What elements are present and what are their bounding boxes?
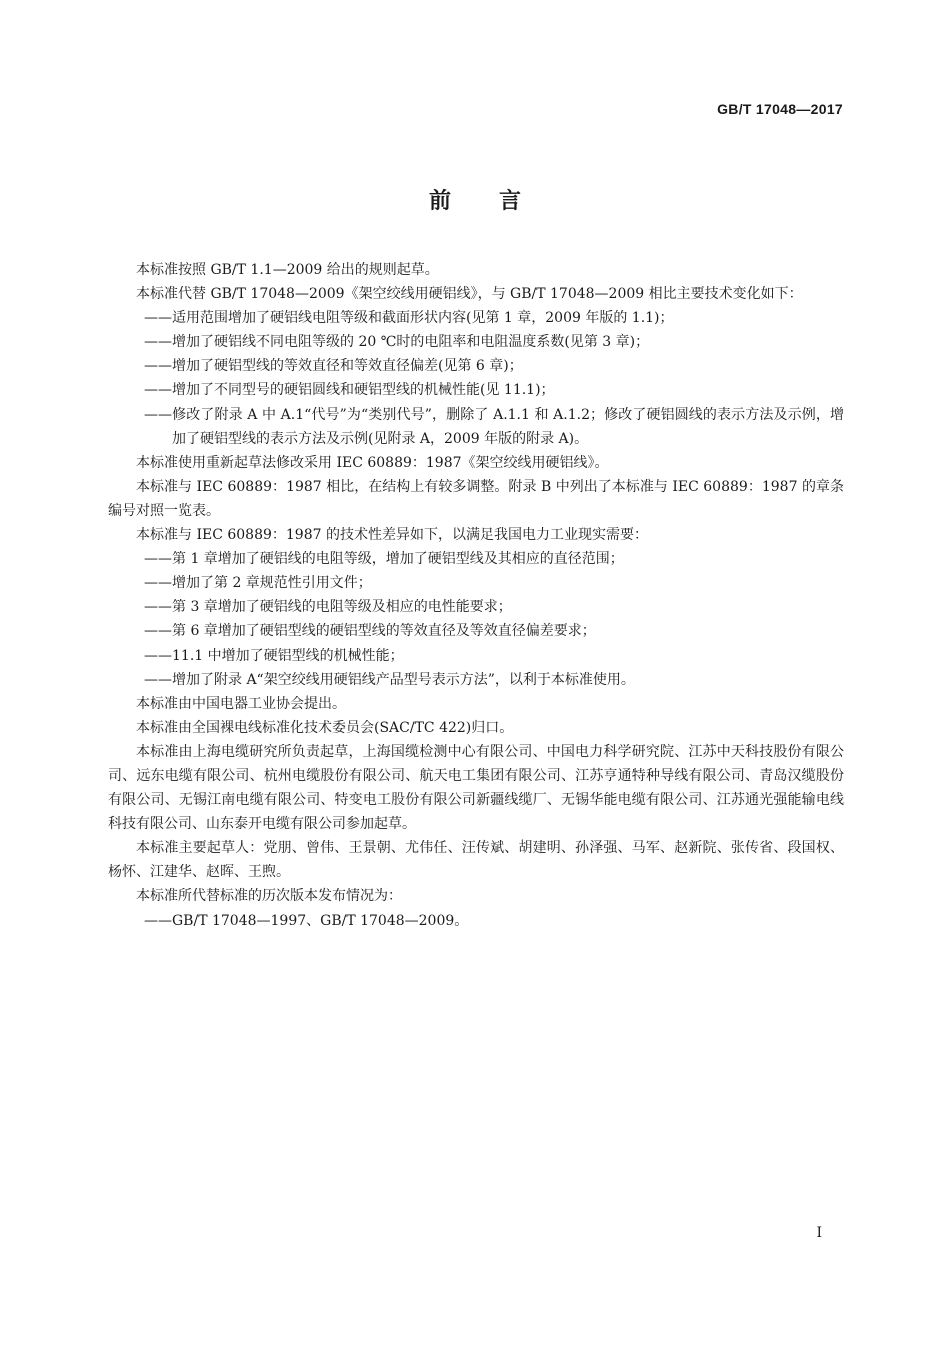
page-title: 前言 <box>428 189 569 214</box>
list-item: ——增加了硬铝线不同电阻等级的 20 ℃时的电阻率和电阻温度系数(见第 3 章)； <box>144 334 650 351</box>
paragraph: 本标准所代替标准的历次版本发布情况为： <box>136 888 402 905</box>
list-item: ——第 3 章增加了硬铝线的电阻等级及相应的电性能要求； <box>144 599 512 616</box>
list-item: ——第 6 章增加了硬铝型线的硬铝型线的等效直径及等效直径偏差要求； <box>144 623 596 640</box>
list-item: ——增加了第 2 章规范性引用文件； <box>144 575 372 592</box>
paragraph: 本标准按照 GB/T 1.1—2009 给出的规则起草。 <box>136 262 439 278</box>
list-item: ——修改了附录 A 中 A.1“代号”为“类别代号”，删除了 A.1.1 和 A.1.2；修改了硬铝圆线的表示方法及示例，增加了硬铝型线的表示方法及示例(见附录 A，2009 年版的附录 A)。 <box>144 406 844 447</box>
list-item: ——增加了附录 A“架空绞线用硬铝线产品型号表示方法”，以利于本标准使用。 <box>144 671 635 688</box>
list-item: ——增加了硬铝型线的等效直径和等效直径偏差(见第 6 章)； <box>144 358 523 375</box>
paragraph: 本标准与 IEC 60889：1987 的技术性差异如下，以满足我国电力工业现实需要： <box>136 527 648 544</box>
paragraph: 本标准主要起草人：党朋、曾伟、王景朝、尤伟任、汪传斌、胡建明、孙泽强、马军、赵新院、张传省、段国权、杨怀、江建华、赵晖、王煦。 <box>108 840 844 881</box>
list-item: ——第 1 章增加了硬铝线的电阻等级，增加了硬铝型线及其相应的直径范围； <box>144 551 624 568</box>
list-item: ——11.1 中增加了硬铝型线的机械性能； <box>144 647 404 664</box>
paragraph: 本标准与 IEC 60889：1987 相比，在结构上有较多调整。附录 B 中列出了本标准与 IEC 60889：1987 的章条编号对照一览表。 <box>108 478 844 519</box>
list-item: ——适用范围增加了硬铝线电阻等级和截面形状内容(见第 1 章，2009 年版的 1.1)； <box>144 310 674 327</box>
page-number: I <box>816 1225 822 1241</box>
paragraph: 本标准由全国裸电线标准化技术委员会(SAC/TC 422)归口。 <box>136 719 514 736</box>
paragraph: 本标准使用重新起草法修改采用 IEC 60889：1987《架空绞线用硬铝线》。 <box>136 454 609 471</box>
list-item: ——增加了不同型号的硬铝圆线和硬铝型线的机械性能(见 11.1)； <box>144 382 555 399</box>
paragraph: 本标准代替 GB/T 17048—2009《架空绞线用硬铝线》，与 GB/T 17048—2009 相比主要技术变化如下： <box>136 286 803 303</box>
paragraph: 本标准由中国电器工业协会提出。 <box>136 695 346 712</box>
paragraph: 本标准由上海电缆研究所负责起草，上海国缆检测中心有限公司、中国电力科学研究院、江苏中天科技股份有限公司、远东电缆有限公司、杭州电缆股份有限公司、航天电工集团有限公司、江苏亨通特种导线有限公司、青岛汉缆股份有限公司、无锡江南电缆有限公司、特变电工股份有限公司新疆线缆厂、无锡华能电缆有限公司、江苏通光强能输电线科技有限公司、山东泰开电缆有限公司参加起草。 <box>108 743 844 833</box>
document-body <box>108 258 844 933</box>
list-item: ——GB/T 17048—1997、GB/T 17048—2009。 <box>144 912 469 929</box>
standard-code: GB/T 17048—2017 <box>717 101 843 117</box>
